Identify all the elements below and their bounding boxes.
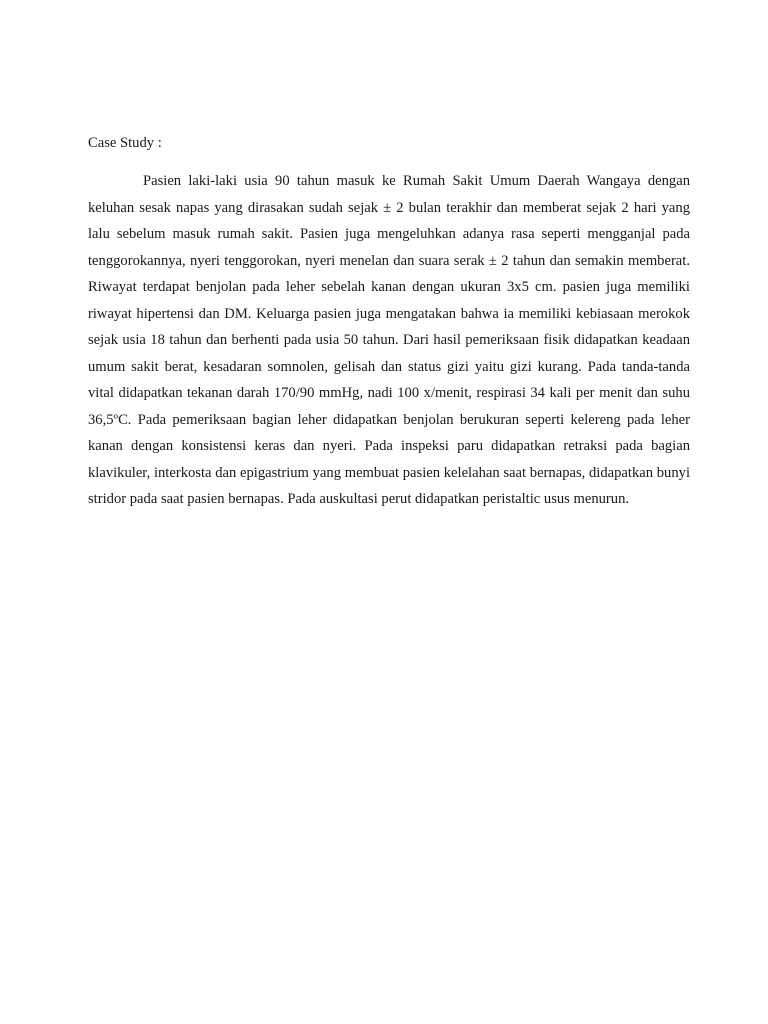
case-study-paragraph: Pasien laki-laki usia 90 tahun masuk ke Rumah Sakit Umum Daerah Wangaya dengan keluhan sesak napas yang dirasakan sudah sejak ± 2 bulan terakhir dan memberat sejak 2 hari yang lalu sebelum masuk rumah sakit. Pasien juga mengeluhkan adanya rasa seperti mengganjal pada tenggorokannya, nyeri tenggorokan, nyeri menelan dan suara serak ± 2 tahun dan semakin memberat. Riwayat terdapat benjolan pada leher sebelah kanan dengan ukuran 3x5 cm. pasien juga memiliki riwayat hipertensi dan DM. Keluarga pasien juga mengatakan bahwa ia memiliki kebiasaan merokok sejak usia 18 tahun dan berhenti pada usia 50 tahun. Dari hasil pemeriksaan fisik didapatkan keadaan umum sakit berat, kesadaran somnolen, gelisah dan status gizi yaitu gizi kurang. Pada tanda-tanda vital didapatkan tekanan darah 170/90 mmHg, nadi 100 x/menit, respirasi 34 kali per menit dan suhu 36,5ºC. Pada pemeriksaan bagian leher didapatkan benjolan berukuran seperti kelereng pada leher kanan dengan konsistensi keras dan nyeri. Pada inspeksi paru didapatkan retraksi pada bagian klavikuler, interkosta dan epigastrium yang membuat pasien kelelahan saat bernapas, didapatkan bunyi stridor pada saat pasien bernapas. Pada auskultasi perut didapatkan peristaltic usus menurun. (88, 173, 690, 507)
case-study-heading: Case Study : (88, 135, 162, 151)
document-body (88, 133, 690, 513)
